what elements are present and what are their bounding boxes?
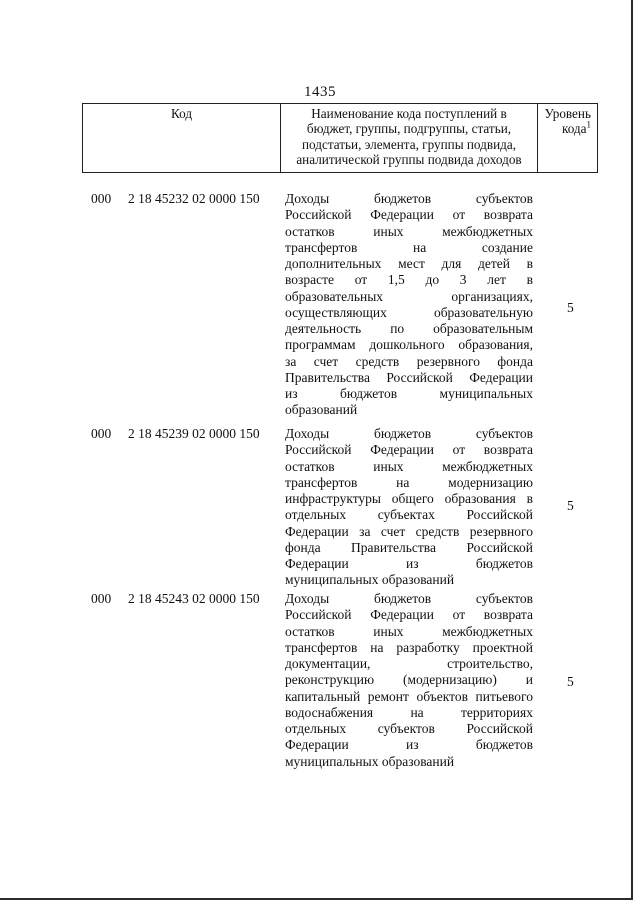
- code-level: 5: [567, 300, 574, 315]
- description-line: из бюджетов муниципальных: [285, 386, 533, 401]
- description-line: Правительства Российской Федерации: [285, 369, 533, 385]
- header-name: [281, 104, 538, 173]
- description-line: капитальный ремонт объектов питьевого: [285, 688, 533, 704]
- description-line: Доходы бюджетов субъектов: [285, 591, 533, 606]
- header-level-line2: кода: [561, 121, 587, 137]
- description-line: остатков иных межбюджетных: [285, 458, 533, 474]
- header-level: [538, 104, 598, 173]
- description-line: водоснабжения на территориях: [285, 704, 533, 720]
- description-line: документации, строительство,: [285, 656, 533, 671]
- admin-code: 000: [91, 191, 112, 206]
- description-line: осуществляющих образовательную: [285, 304, 533, 320]
- description-line: муниципальных образований: [285, 572, 455, 588]
- description-line: дополнительных мест для детей в: [285, 256, 533, 271]
- header-name-line: аналитической группы подвида доходов: [296, 152, 522, 168]
- header-name-line: Наименование кода поступлений в: [311, 106, 507, 121]
- description-line: трансфертов на разработку проектной: [285, 639, 533, 655]
- budget-code: 2 18 45239 02 0000 150: [128, 426, 260, 441]
- description-line: инфраструктуры общего образования в: [285, 491, 533, 506]
- description-line: Российской Федерации от возврата: [285, 442, 533, 458]
- description-line: отдельных субъектах Российской: [285, 507, 533, 523]
- description-line: Федерации из бюджетов: [285, 737, 533, 753]
- row-description: [285, 426, 533, 589]
- description-line: Федерации из бюджетов: [285, 556, 533, 571]
- description-line: программам дошкольного образования,: [285, 337, 533, 353]
- table-header: [82, 103, 598, 173]
- description-line: Российской Федерации от возврата: [285, 607, 533, 623]
- admin-code: 000: [91, 426, 112, 441]
- description-line: отдельных субъектов Российской: [285, 721, 533, 736]
- description-line: деятельность по образовательным: [285, 321, 533, 336]
- description-line: Российской Федерации от возврата: [285, 207, 533, 223]
- description-line: образований: [285, 402, 358, 418]
- description-line: образовательных организациях,: [285, 288, 533, 304]
- code-level: 5: [567, 498, 574, 513]
- description-line: остатков иных межбюджетных: [285, 223, 533, 239]
- header-level-footnote: 1: [586, 120, 591, 131]
- description-line: остатков иных межбюджетных: [285, 623, 533, 639]
- description-line: Доходы бюджетов субъектов: [285, 191, 533, 206]
- description-line: муниципальных образований: [285, 753, 455, 769]
- header-name-line: бюджет, группы, подгруппы, статьи,: [306, 121, 512, 137]
- admin-code: 000: [91, 591, 112, 606]
- description-line: трансфертов на создание: [285, 239, 533, 255]
- page-number: 1435: [304, 84, 336, 100]
- description-line: возрасте от 1,5 до 3 лет в: [285, 272, 533, 288]
- description-line: Доходы бюджетов субъектов: [285, 426, 533, 441]
- row-description: [285, 191, 533, 419]
- description-line: за счет средств резервного фонда: [285, 353, 533, 369]
- row-description: [285, 591, 533, 770]
- code-level: 5: [567, 674, 574, 689]
- description-line: реконструкцию (модернизацию) и: [285, 672, 533, 688]
- header-level-line1: Уровень: [544, 106, 591, 121]
- description-line: фонда Правительства Российской: [285, 539, 533, 555]
- header-code: Код: [83, 104, 281, 173]
- description-line: трансфертов на модернизацию: [285, 474, 533, 490]
- header-name-line: подстатьи, элемента, группы подвида,: [302, 136, 516, 152]
- budget-code: 2 18 45243 02 0000 150: [128, 591, 260, 606]
- description-line: Федерации за счет средств резервного: [285, 523, 533, 539]
- budget-code: 2 18 45232 02 0000 150: [128, 191, 260, 206]
